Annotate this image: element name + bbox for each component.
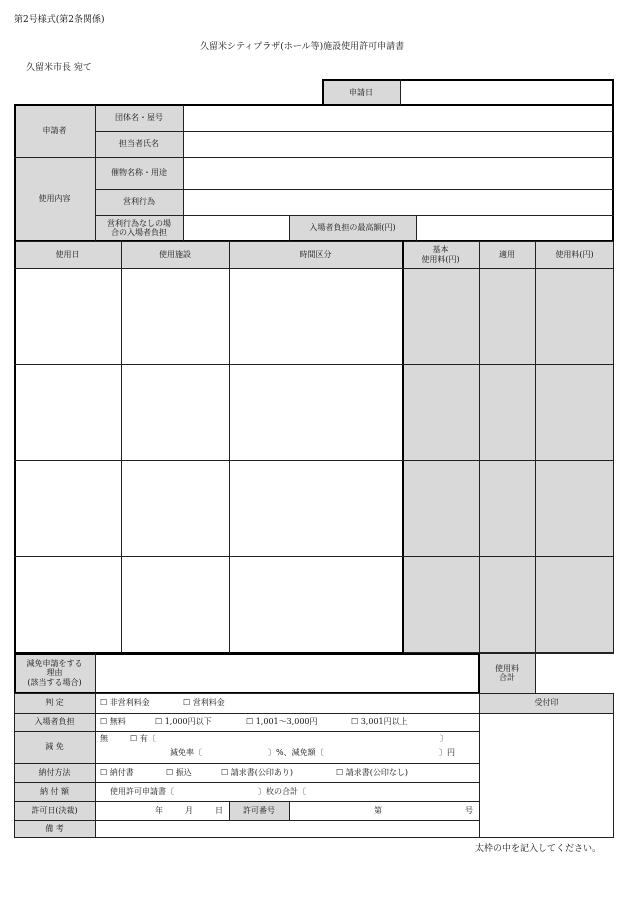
contact-person-label: 担当者氏名 — [119, 139, 159, 149]
org-name-field[interactable] — [184, 106, 612, 130]
exemption-yen-label: 〕円 — [439, 748, 455, 757]
event-name-label: 催物名称・用途 — [111, 168, 167, 178]
permit-date-month: 月 — [185, 805, 193, 815]
receipt-stamp-area — [480, 714, 613, 837]
exemption-yes-checkbox[interactable]: ☐ 有〔 — [130, 734, 156, 743]
max-fee-label: 入場者負担の最高額(円) — [309, 223, 396, 233]
total-fee-label-line2: 合計 — [499, 673, 515, 682]
payment-bill-unsealed-checkbox[interactable]: ☐ 請求書(公印なし) — [336, 767, 408, 777]
noncommercial-burden-label-line1: 営利行為なしの場 — [107, 218, 171, 228]
col-facility: 使用施設 — [159, 249, 191, 259]
exemption-label: 減 免 — [45, 742, 64, 752]
permit-number-label: 許可番号 — [243, 805, 275, 815]
payment-transfer-checkbox[interactable]: ☐ 振込 — [166, 767, 192, 777]
applicant-label: 申請者 — [42, 126, 67, 136]
permit-date-year: 年 — [155, 805, 163, 815]
col-time-slot: 時間区分 — [299, 249, 332, 259]
col-base-fee-line1: 基本 — [432, 245, 449, 255]
judgment-label: 判 定 — [45, 698, 64, 708]
addressee: 久留米市長 宛て — [26, 63, 92, 73]
noncommercial-burden-label — [95, 215, 183, 241]
max-fee-field[interactable] — [417, 216, 612, 240]
commercial-activity-field[interactable] — [184, 190, 612, 214]
noncommercial-burden-label-line2: 合の入場者負担 — [111, 228, 167, 237]
remarks-label: 備 考 — [45, 824, 64, 834]
form-title: 久留米シティプラザ(ホール等)施設使用許可申請書 — [200, 42, 405, 52]
permit-date-day: 日 — [215, 805, 223, 815]
application-date-field[interactable] — [400, 80, 614, 105]
exemption-reason-field[interactable] — [96, 655, 478, 692]
schedule-row[interactable] — [15, 557, 401, 651]
exemption-amount-label: 〕%、減免額〔 — [268, 748, 324, 757]
org-name-label: 団体名・屋号 — [115, 113, 163, 123]
judgment-nonprofit-checkbox[interactable]: ☐ 非営利料金 — [100, 698, 150, 708]
payment-amount-label: 納 付 額 — [39, 786, 70, 796]
exemption-none[interactable]: 無 — [100, 734, 108, 743]
total-fee-field[interactable] — [536, 654, 613, 692]
payment-amount-text2: 〕枚の合計〔 — [258, 786, 306, 796]
col-base-fee-line2: 使用料(円) — [421, 254, 460, 264]
exemption-reason-label-line1: 減免申請をする — [26, 659, 83, 669]
commercial-activity-label: 営利行為 — [123, 197, 155, 207]
schedule-row[interactable] — [15, 365, 401, 459]
exemption-reason-label — [14, 653, 95, 693]
contact-person-field[interactable] — [184, 132, 612, 156]
visitor-burden-label: 入場者負担 — [34, 717, 75, 727]
usage-label: 使用内容 — [38, 194, 71, 204]
divider — [289, 801, 290, 820]
burden-free-checkbox[interactable]: ☐ 無料 — [100, 717, 126, 727]
payment-bill-sealed-checkbox[interactable]: ☐ 請求書(公印あり) — [221, 767, 293, 777]
col-base-fee — [402, 241, 479, 268]
total-fee-label — [479, 653, 535, 693]
col-usage-date: 使用日 — [55, 249, 80, 259]
form-number: 第2号様式(第2条関係) — [14, 15, 105, 25]
payment-method-label: 納付方法 — [38, 767, 71, 777]
footer-note: 太枠の中を記入してください。 — [475, 844, 602, 854]
schedule-row[interactable] — [15, 269, 401, 363]
exemption-bracket-close: 〕 — [440, 734, 448, 743]
payment-amount-text1: 使用許可申請書〔 — [110, 786, 174, 796]
burden-under-1000-checkbox[interactable]: ☐ 1,000円以下 — [155, 717, 212, 727]
judgment-commercial-checkbox[interactable]: ☐ 営利料金 — [183, 698, 225, 708]
noncommercial-burden-field[interactable] — [184, 216, 288, 240]
application-date-label: 申請日 — [349, 87, 373, 97]
total-fee-label-line1: 使用料 — [495, 663, 519, 673]
payment-invoice-checkbox[interactable]: ☐ 納付書 — [100, 767, 134, 777]
permit-date-label: 許可日(決裁) — [31, 805, 78, 815]
burden-over-3001-checkbox[interactable]: ☐ 3,001円以上 — [351, 717, 408, 727]
burden-1001-3000-checkbox[interactable]: ☐ 1,001～3,000円 — [246, 717, 318, 727]
divider — [535, 241, 536, 693]
exemption-rate-label: 減免率〔 — [170, 748, 202, 757]
permit-number-prefix: 第 — [374, 805, 382, 815]
exemption-reason-label-line2: 理由 — [46, 668, 63, 678]
event-name-field[interactable] — [184, 158, 612, 188]
col-fee: 使用料(円) — [555, 249, 594, 259]
col-apply: 適用 — [499, 249, 515, 259]
schedule-row[interactable] — [15, 461, 401, 555]
receipt-stamp-label: 受付印 — [534, 698, 559, 708]
exemption-reason-label-line3: (該当する場合) — [27, 677, 82, 687]
permit-number-suffix: 号 — [465, 805, 473, 815]
remarks-field[interactable] — [96, 821, 478, 837]
